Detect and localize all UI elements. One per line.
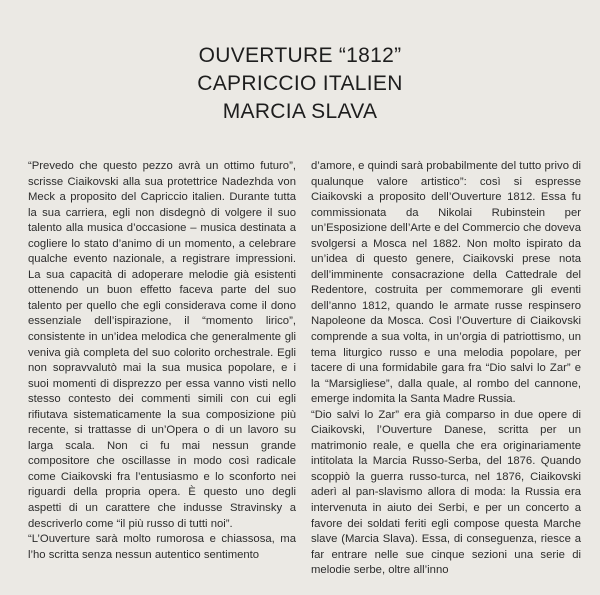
right-column: [311, 159, 581, 579]
paragraph: d’amore, e quindi sarà probabilmente del tutto privo di qualunque valore artistico”: così si espresse Ciaikovski a proposito dell’Ouverture 1812. Essa fu commissionata da Nikolai Rubinstein per un’Esposizione dell’Arte e del Commercio che doveva svolgersi a Mosca nel 1882. Non molto ispirato da un’idea di questo genere, Ciaikovski prese nota dell’imminente consacrazione della Cattedrale del Redentore, costruita per commemorare gli eventi dell’anno 1812, quando le armate russe respinsero Napoleone da Mosca. Così l’Ouverture di Ciaikovski comprende a sua volta, in un’orgia di patriottismo, un tema liturgico russo e una melodia popolare, per tacere di una formidabile gara fra “Dio salvi lo Zar” e la “Marsigliese”, dalla quale, al rombo del cannone, emerge indomita la Santa Madre Russia.: [311, 160, 581, 406]
title-line-1: OUVERTURE “1812”: [198, 44, 402, 67]
paragraph: “Dio salvi lo Zar” era già comparso in due opere di Ciaikovski, l’Ouverture Danese, scritta per un matrimonio reale, e quella che era originariamente intitolata la Marcia Russo-Serba, del 1876. Quando scoppiò la guerra russo-turca, nel 1876, Ciaikovski aderì al pan-slavismo allora di moda: la Russia era intervenuta in aiuto dei Serbi, e per un concerto a favore dei soldati feriti egli compose questa Marche slave (Marcia Slava). Essa, di conseguenza, riesce a far entrare nelle sue cinque sezioni una serie di melodie serbe, oltre all’inno: [311, 408, 581, 577]
title-block: [0, 42, 600, 126]
left-column: [28, 159, 296, 563]
paragraph: “L’Ouverture sarà molto rumorosa e chiassosa, ma l’ho scritta senza nessun autentico sentimento: [28, 533, 296, 561]
title-line-3: MARCIA SLAVA: [222, 100, 378, 123]
paragraph: “Prevedo che questo pezzo avrà un ottimo futuro”, scrisse Ciaikovski alla sua protettrice Nadezhda von Meck a proposito del Capriccio italien. Durante tutta la sua carriera, egli non disdegnò di volgere il suo talento alla musica d’occasione – musica destinata a cogliere lo stato d’animo di un momento, a celebrare qualche evento nazionale, a registrare impressioni. La sua capacità di adoperare melodie già esistenti ottenendo un buon effetto faceva parte del suo talento per quello che egli considerava come il dono essenziale dell’ispirazione, il “momento lirico”, consistente in un’idea melodica che generalmente gli veniva già completa del suo colorito orchestrale. Egli non sopravvalutò mai la sua musica popolare, e i suoi momenti di disprezzo per essa vanno visti nello stesso contesto dei commenti simili con cui egli rifiutava sistematicamente la sua composizione più recente, si trattasse di un’Opera o di un lavoro su larga scala. Non ci fu mai nessun grande compositore che oscillasse in modo così radicale come Ciaikovski fra l’entusiasmo e lo sconforto nei riguardi della propria opera. È questo uno degli aspetti di un carattere che indusse Stravinsky a descriverlo come “il più russo di tutti noi”.: [28, 160, 296, 530]
title-line-2: CAPRICCIO ITALIEN: [197, 72, 403, 95]
